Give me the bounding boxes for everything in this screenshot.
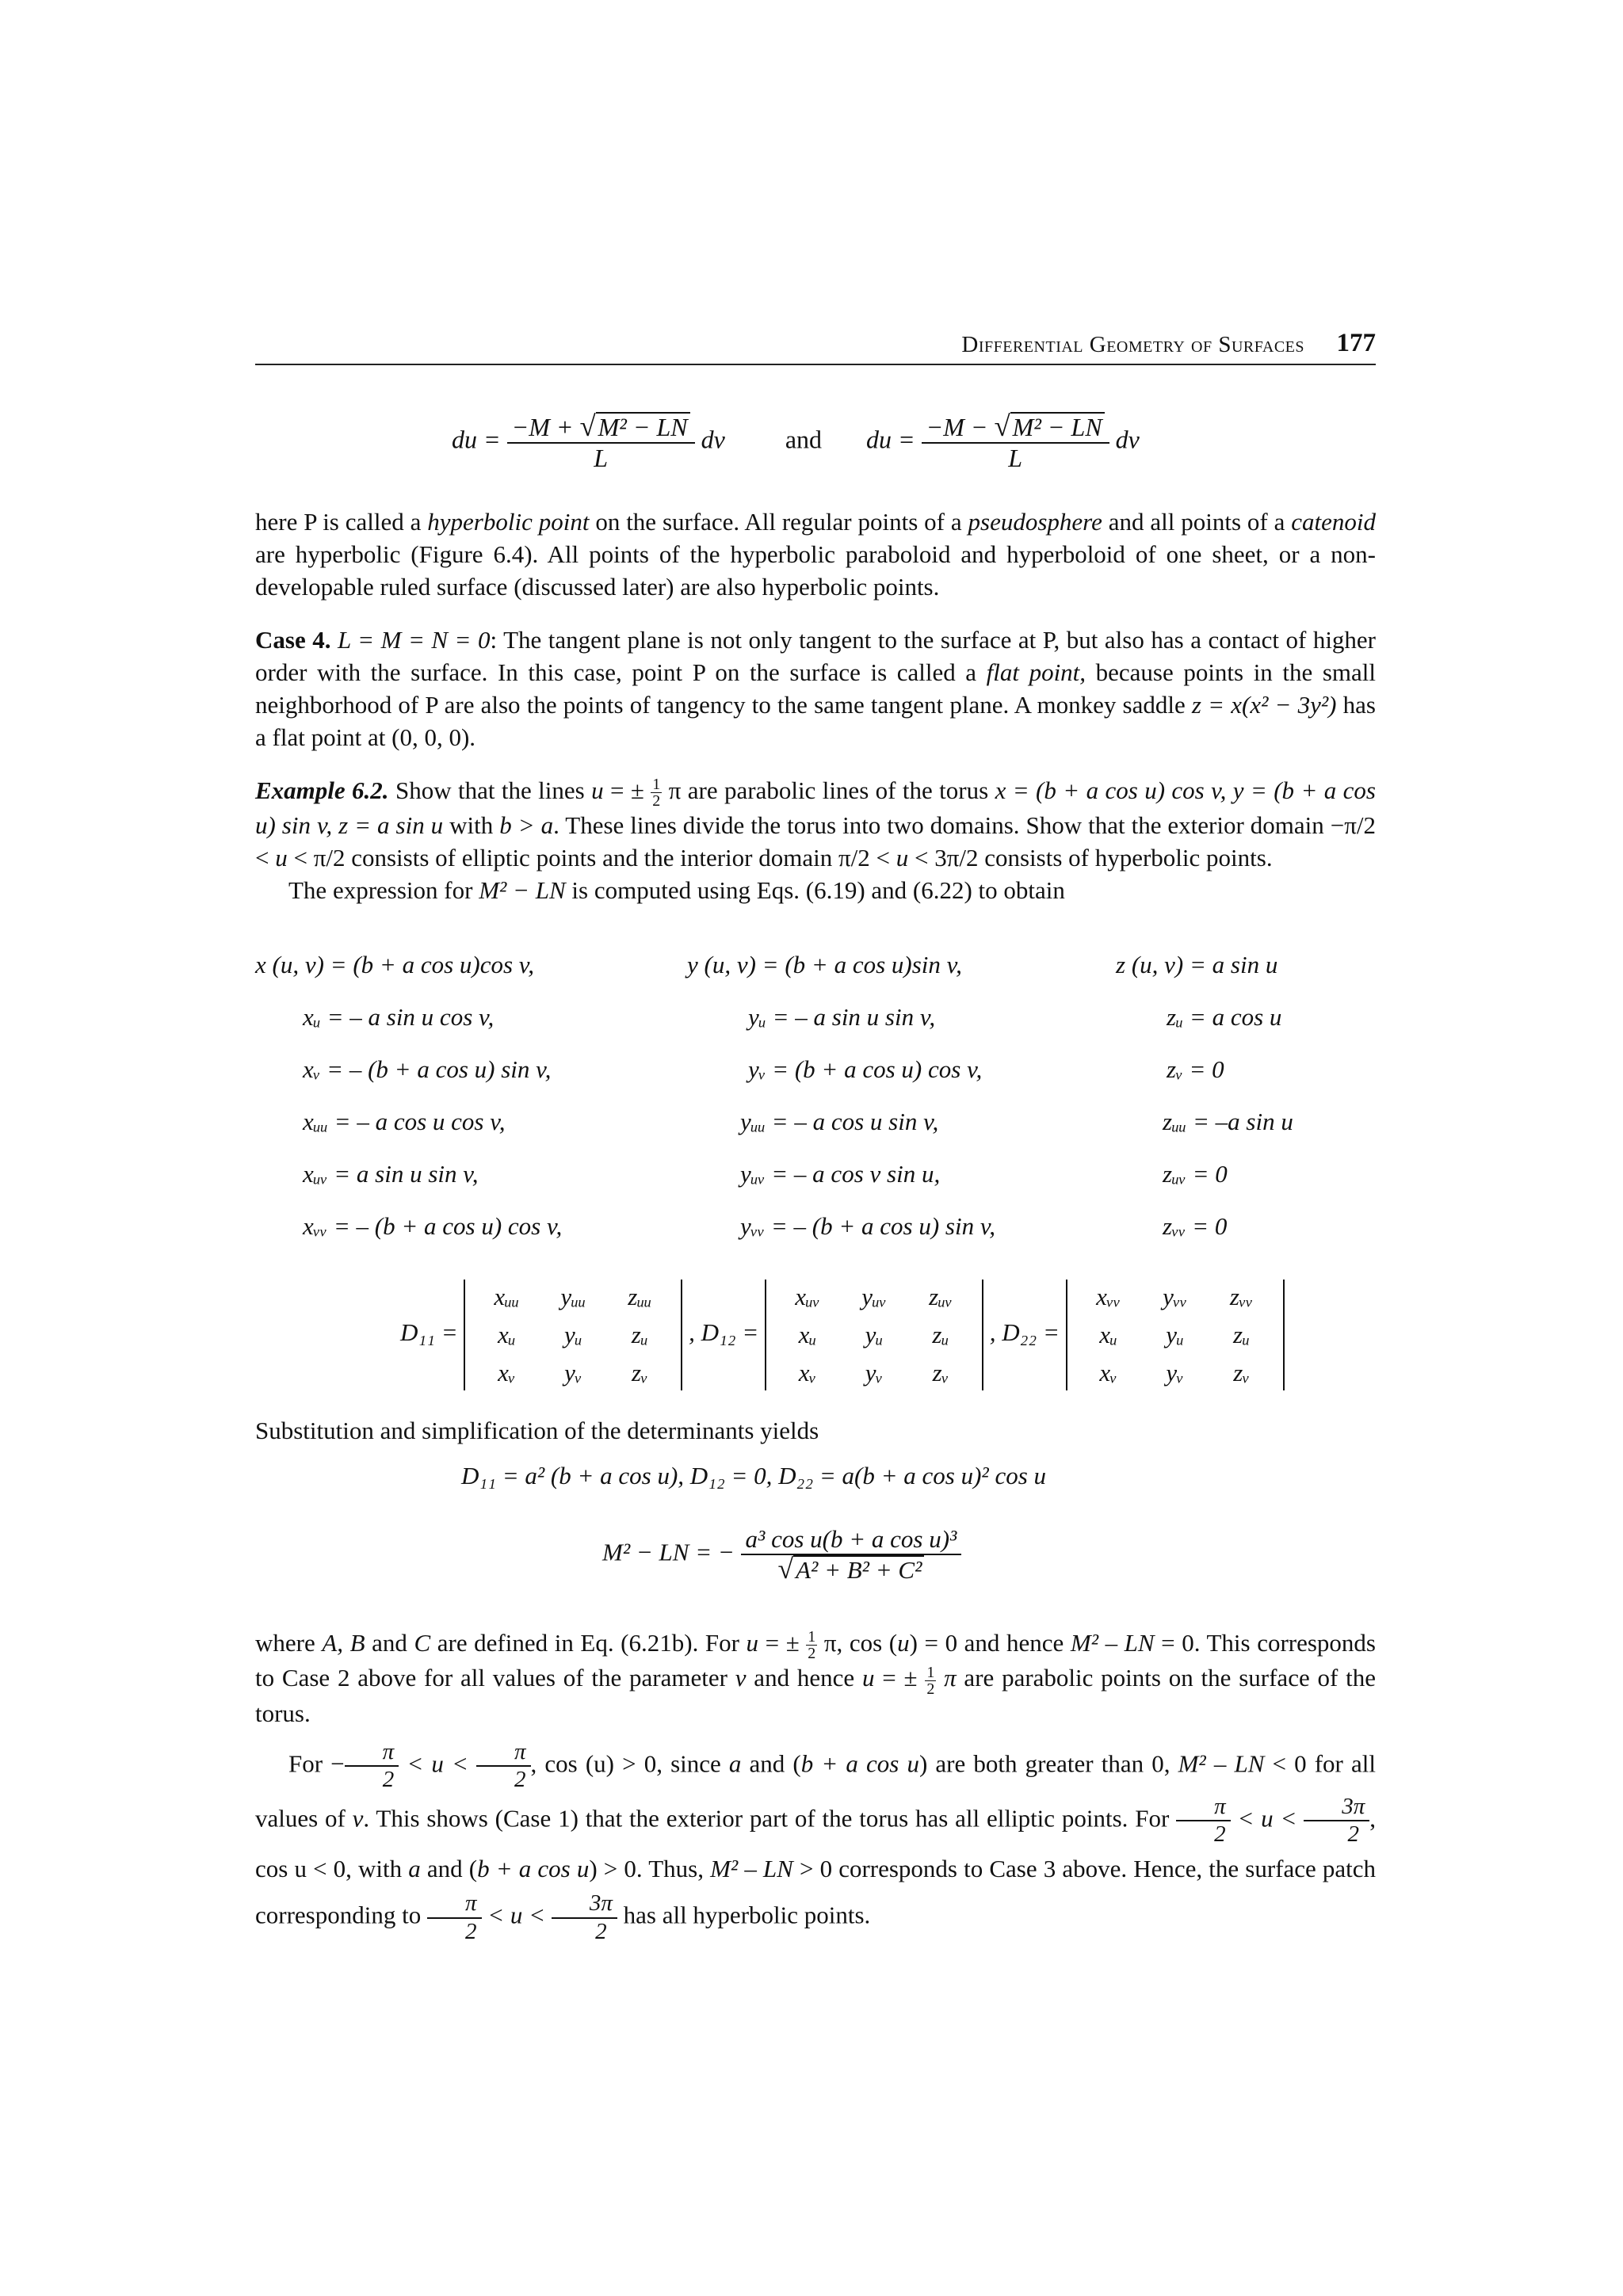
paragraph-hyperbolic: here P is called a hyperbolic point on the surface. All regular points of a pseudosphere and all points of a catenoid are hyperbolic (Figure 6.4). All points of the hyperbolic paraboloid and hyperboloid of one sheet, or a non-developable ruled surface (discussed later) are also hyperbolic points.	[255, 508, 1376, 601]
deriv-x-0: x (u, v) = (b + a cos u)cos v,	[255, 951, 535, 978]
deriv-z-4: zᵤᵥ = 0	[1163, 1160, 1228, 1188]
deriv-z-0: z (u, v) = a sin u	[1116, 951, 1278, 978]
du-fraction-2: −M − √ M² − LN L	[922, 412, 1109, 473]
du-den-2: L	[1008, 443, 1023, 472]
determinants	[400, 1280, 1285, 1390]
m2-ln-lhs: M² − LN = −	[602, 1538, 735, 1566]
case-4-label: Case 4.	[255, 626, 331, 654]
paragraph-case-4: Case 4. L = M = N = 0: The tangent plane is not only tangent to the surface at P, but also has a contact of higher order with the surface. In this case, point P on the surface is called a flat point, because points in the small neighborhood of P are also the points of tangency to the same tangent plane. A monkey saddle z = x(x² − 3y²) has a flat point at (0, 0, 0).	[255, 626, 1377, 751]
du-radicand-2: M² − LN	[1010, 412, 1105, 441]
deriv-x-2: xᵥ = – (b + a cos u) sin v,	[303, 1055, 552, 1083]
du-num-2: −M −	[926, 413, 995, 441]
running-header	[255, 329, 1376, 365]
determinant-d12: xᵤᵥ yᵤᵥ zᵤᵥ xᵤ yᵤ zᵤ xᵥ yᵥ zᵥ	[765, 1280, 983, 1390]
m2-ln-denominator: A² + B² + C²	[793, 1555, 924, 1584]
m2-ln-fraction: a³ cos u(b + a cos u)³ √ A² + B² + C²	[741, 1525, 962, 1584]
deriv-x-1: xᵤ = – a sin u cos v,	[303, 1003, 495, 1031]
deriv-x-3: xᵤᵤ = – a cos u cos v,	[303, 1108, 506, 1135]
deriv-z-1: zᵤ = a cos u	[1167, 1003, 1282, 1031]
d12-label: , D₁₂ =	[689, 1318, 759, 1347]
deriv-y-0: y (u, v) = (b + a cos u)sin v,	[687, 951, 962, 978]
paragraph-where: where A, B and C are defined in Eq. (6.21b). For u = ± $\frac{1}{2}$ π, cos (u) = 0 and hence M² – LN = 0. This corresponds to Case 2 above for all values of the parameter v and hence u = ± $\frac{1}{2}$ π are parabolic points on the surface of the torus.	[255, 1628, 1376, 1727]
example-6-2: Example 6.2. Show that the lines u = ± $\frac{1}{2}$ π are parabolic lines of the torus x = (b + a cos u) cos v, y = (b + a cos u) sin v, z = a sin u with b > a. These lines divide the torus into two domains. Show that the exterior domain −π/2 < u < π/2 consists of elliptic points and the interior domain π/2 < u < 3π/2 consists of hyperbolic points. The expression for M² − LN is computed using Eqs. (6.19) and (6.22) to obtain	[255, 776, 1376, 905]
du-fraction-1: −M + √ M² − LN L	[507, 412, 695, 473]
deriv-x-5: xᵥᵥ = – (b + a cos u) cos v,	[303, 1212, 563, 1240]
du-num-1: −M +	[511, 413, 580, 441]
determinant-results: D₁₁ = a² (b + a cos u), D₁₂ = 0, D₂₂ = a(b + a cos u)² cos u	[461, 1462, 1047, 1489]
dv-1: dv	[701, 425, 725, 454]
m2-ln-equation	[602, 1525, 961, 1584]
deriv-y-1: yᵤ = – a sin u sin v,	[748, 1003, 936, 1031]
m2-ln-numerator: a³ cos u(b + a cos u)³	[741, 1525, 962, 1555]
d11-label: D₁₁ =	[400, 1318, 458, 1347]
du-lhs-2: du =	[866, 425, 915, 454]
deriv-y-2: yᵥ = (b + a cos u) cos v,	[748, 1055, 983, 1083]
du-den-1: L	[594, 443, 608, 472]
deriv-z-5: zᵥᵥ = 0	[1163, 1212, 1228, 1240]
paragraph-for: For − $\frac{\pi}{2}$ < u < $\frac{\pi}{2}$ , cos (u) > 0, since a and (b + a cos u) are both greater than 0, M² – LN < 0 for all values of v. This shows (Case 1) that the exterior part of the torus has all elliptic points. For $\frac{\pi}{2}$ < u < $\frac{3\pi}{2}$ , cos u < 0, with a and (b + a cos u) > 0. Thus, M² – LN > 0 corresponds to Case 3 above. Hence, the surface patch corresponding to $\frac{\pi}{2}$ < u < $\frac{3\pi}{2}$ has all hyperbolic points.	[255, 1739, 1377, 1944]
substitution-text: Substitution and simplification of the determinants yields	[255, 1417, 819, 1444]
and-word: and	[785, 425, 823, 454]
deriv-x-4: xᵤᵥ = a sin u sin v,	[303, 1160, 479, 1188]
determinant-d11: xᵤᵤ yᵤᵤ zᵤᵤ xᵤ yᵤ zᵤ xᵥ yᵥ zᵥ	[464, 1280, 682, 1390]
deriv-y-3: yᵤᵤ = – a cos u sin v,	[740, 1108, 939, 1135]
d22-label: , D₂₂ =	[989, 1318, 1060, 1347]
deriv-z-2: zᵥ = 0	[1167, 1055, 1224, 1083]
deriv-y-4: yᵤᵥ = – a cos v sin u,	[740, 1160, 941, 1188]
deriv-z-3: zᵤᵤ = –a sin u	[1163, 1108, 1293, 1135]
running-title: Differential Geometry of Surfaces	[961, 332, 1304, 357]
example-label: Example 6.2.	[255, 776, 389, 804]
dv-2: dv	[1115, 425, 1140, 454]
du-radicand-1: M² − LN	[596, 412, 690, 441]
du-equations	[452, 412, 1140, 473]
determinant-d22: xᵥᵥ yᵥᵥ zᵥᵥ xᵤ yᵤ zᵤ xᵥ yᵥ zᵥ	[1066, 1280, 1285, 1390]
page-number: 177	[1336, 329, 1376, 357]
du-lhs-1: du =	[452, 425, 501, 454]
deriv-y-5: yᵥᵥ = – (b + a cos u) sin v,	[740, 1212, 996, 1240]
